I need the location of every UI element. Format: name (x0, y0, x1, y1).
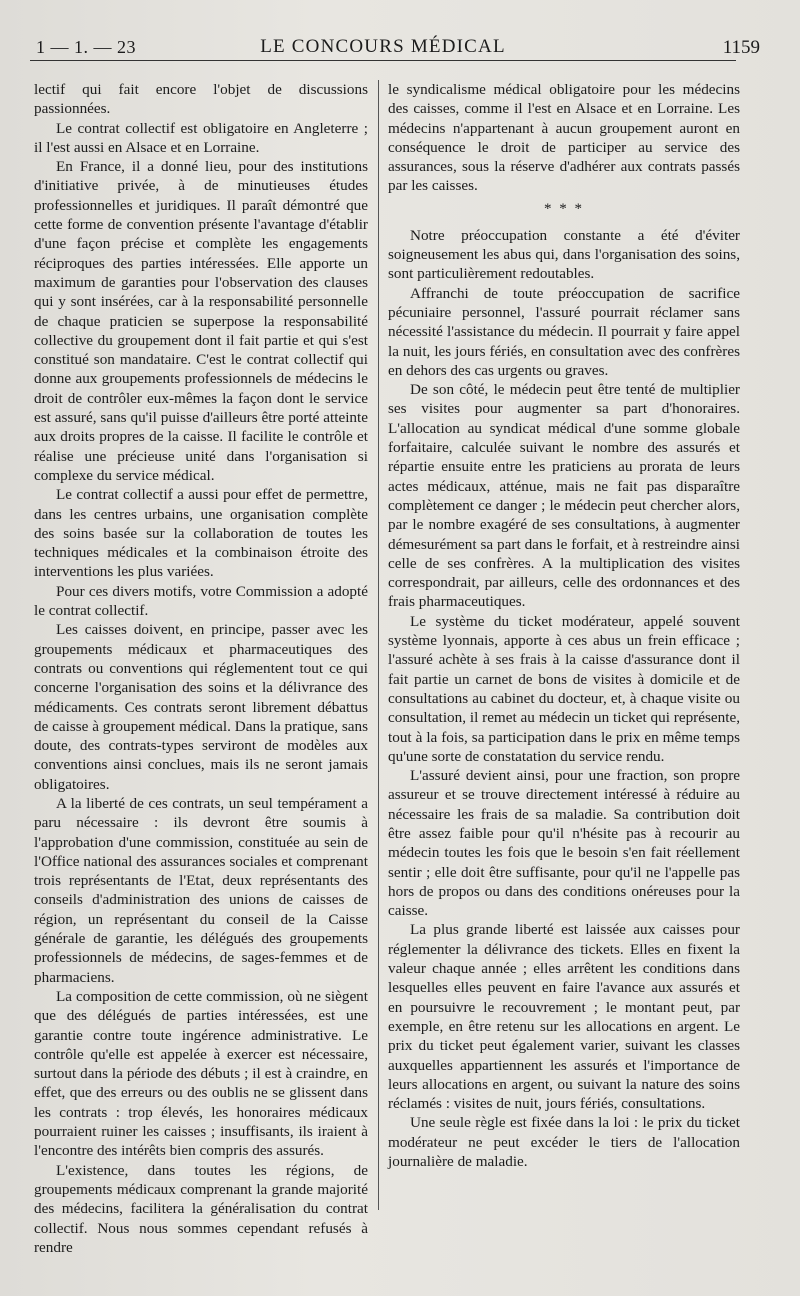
paragraph: La plus grande liberté est laissée aux caisses pour réglementer la délivrance des tickets. Elles en fixent la valeur chaque année ; elles arrêtent les conditions dans lesquelles elles peuvent en faire l'avance aux assurés et en poursuivre le recouvrement ; le montant peut, par exemple, en être retenu sur les allocations en argent. Le prix du ticket peut également varier, suivant les classes auxquelles appartiennent les assurés et l'importance de leurs allocations en argent, ou suivant la nature des soins réclamés : visites de nuit, jours fériés, consultations. (388, 921, 740, 1113)
paragraph: Le système du ticket modérateur, appelé souvent système lyonnais, apporte à ces abus un frein efficace ; l'assuré achète à ses frais à la caisse d'assurance dont il fait partie un carnet de bons de visites à domicile et de consultations au cabinet du docteur, et, à chaque visite ou consultation, il remet au médecin un ticket qui représente, tout à la fois, sa participation dans le prix en même temps qu'une sorte de constatation du service rendu. (388, 612, 740, 765)
paragraph: En France, il a donné lieu, pour des institutions d'initiative privée, à de minutieuses études professionnelles et juridiques. Il paraît démontré que cette forme de convention présente l'avantage d'établir d'une façon précise et complète les engagements réciproques des parties intéressées. Elle apporte un maximum de garanties pour l'observation des clauses qui y sont insérées, car à la responsabilité personnelle de chaque praticien se superpose la responsabilité collective du groupement dont il fait partie et qui s'est constitué son mandataire. C'est le contrat collectif qui donne aux groupements professionnels de médecins le droit de contrôler eux-mêmes la façon dont le service est assuré, sans qu'il puisse d'ailleurs être porté atteinte aux droits propres de la caisse. Il facilite le contrôle et réalise une précieuse unité dans l'organisation si complexe du service médical. (34, 158, 368, 484)
paragraph: Pour ces divers motifs, votre Commission a adopté le contrat collectif. (34, 582, 368, 620)
paragraph: Le contrat collectif a aussi pour effet de permettre, dans les centres urbains, une organisation complète des soins basée sur la collaboration de toutes les techniques médicales et la combinaison étroite des interventions les plus variées. (34, 486, 368, 581)
page-header (30, 34, 760, 61)
paragraph: lectif qui fait encore l'objet de discussions passionnées. (34, 81, 368, 118)
paragraph: A la liberté de ces contrats, un seul tempérament a paru nécessaire : ils devront être soumis à l'approbation d'une commission, constituée au sein de l'Office national des assurances sociales et comprenant trois représentants de l'Etat, deux représentants des conseils d'administration des unions de caisses de région, un représentant du conseil de la Caisse générale de garantie, les délégués des groupements professionnels de médecins, de sages-femmes et de pharmaciens. (34, 794, 368, 986)
page-number: 1159 (722, 37, 760, 58)
journal-title: LE CONCOURS MÉDICAL (260, 36, 506, 57)
paragraph: Une seule règle est fixée dans la loi : le prix du ticket modérateur ne peut excéder le tiers de l'allocation journalière de maladie. (388, 1114, 740, 1171)
header-issue-number: 1 — 1. — 23 (36, 37, 136, 57)
column-divider (378, 80, 379, 1210)
left-column (34, 80, 368, 1257)
paragraph: L'existence, dans toutes les régions, de groupements médicaux comprenant la grande majorité des médecins, facilitera la généralisation du contrat collectif. Nous nous sommes cependant refusés à rendre (34, 1161, 368, 1256)
paragraph: L'assuré devient ainsi, pour une fraction, son propre assureur et se trouve directement intéressé à réduire au nécessaire les frais de sa maladie. Sa contribution doit être assez faible pour qu'il n'hésite pas à recourir au médecin toutes les fois que le besoin s'en fait réellement sentir ; elle doit être suffisante, pour qu'il ne l'appelle pas hors de propos ou dans des conditions onéreuses pour la caisse. (388, 767, 740, 920)
paragraph: De son côté, le médecin peut être tenté de multiplier ses visites pour augmenter sa part d'honoraires. L'allocation au syndicat médical d'une somme globale forfaitaire, calculée suivant le nombre des assurés et répartie ensuite entre les praticiens au prorata de leurs actes médicaux, atténue, mais ne fait pas disparaître complètement ce danger ; le médecin peut chercher alors, par le nombre exagéré de ses consultations, à augmenter démesurément sa part dans le forfait, et à restreindre ainsi celle de ses confrères. A la multiplication des visites correspondrait, par ailleurs, celle des ordonnances et des frais pharmaceutiques. (388, 381, 740, 611)
right-column (388, 80, 740, 1171)
paragraph: le syndicalisme médical obligatoire pour les médecins des caisses, comme il l'est en Alsace et en Lorraine. Les médecins n'appartenant à aucun groupement auront en conséquence le droit de participer au service des assurances, sous la réserve d'adhérer aux contrats passés par les caisses. (388, 81, 740, 195)
paragraph: Notre préoccupation constante a été d'éviter soigneusement les abus qui, dans l'organisation des soins, sont particulièrement redoutables. (388, 226, 740, 283)
paragraph: Les caisses doivent, en principe, passer avec les groupements médicaux et pharmaceutiques des contrats ou conventions qui réglementent tout ce qui concerne l'organisation des soins et la délivrance des médicaments. Ces contrats seront librement débattus de caisse à groupement médical. Dans la pratique, sans doute, des contrats-types serviront de modèles aux conventions ainsi conclues, mais ils ne seront jamais obligatoires. (34, 621, 369, 793)
paragraph: Le contrat collectif est obligatoire en Angleterre ; il l'est aussi en Alsace et en Lorraine. (34, 119, 368, 156)
paragraph: La composition de cette commission, où ne siègent que des délégués de parties intéressées, est une garantie contre toute ingérence administrative. Le contrôle qu'elle est appelée à exercer est nécessaire, surtout dans la période des débuts ; il est à craindre, en effet, que des erreurs ou des oublis ne se glissent dans les contrats : trop élevés, les honoraires médicaux pourraient ruiner les caisses ; insuffisants, ils iraient à l'encontre des intérêts bien compris des assurés. (34, 987, 368, 1160)
paragraph: Affranchi de toute préoccupation de sacrifice pécuniaire personnel, l'assuré pourrait réclamer sans nécessité l'assistance du médecin. Il pourrait y faire appel la nuit, les jours fériés, en consultation avec des confrères en dehors des cas urgents ou graves. (388, 284, 740, 379)
section-separator-stars: * * * (544, 200, 584, 217)
